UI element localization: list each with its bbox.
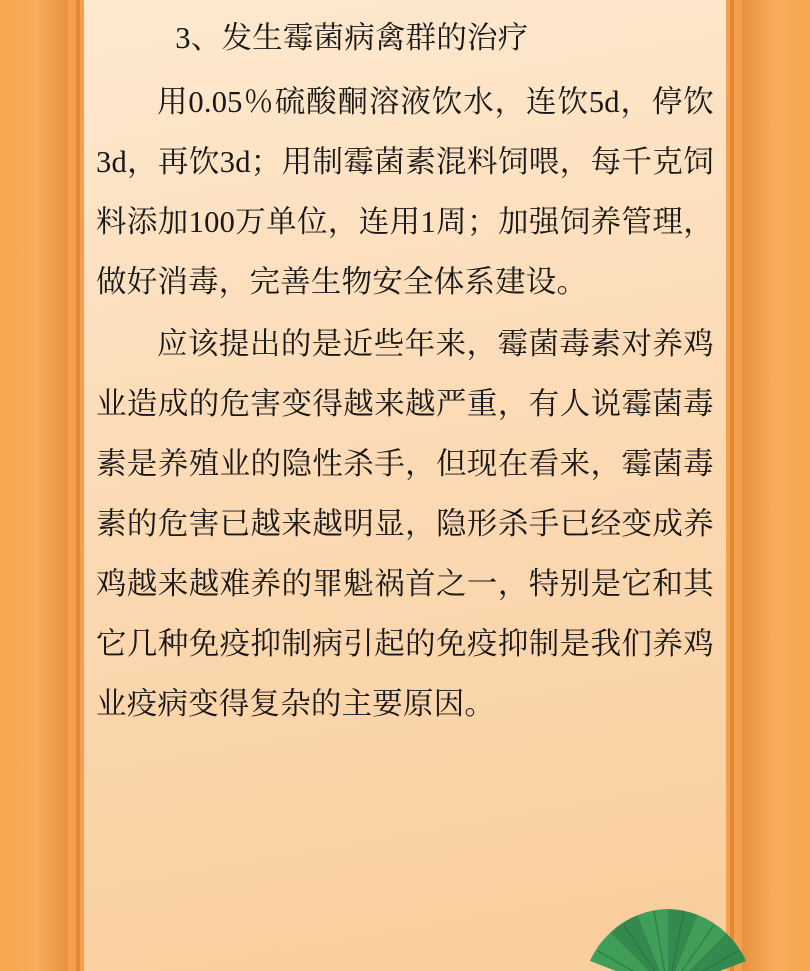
paragraph-mycotoxin-note: 应该提出的是近些年来，霉菌毒素对养鸡业造成的危害变得越来越严重，有人说霉菌毒素是养殖业的隐性杀手，但现在看来，霉菌毒素的危害已越来越明显，隐形杀手已经变成养鸡越来越难养的罪魁祸首之一，特别是它和其它几种免疫抑制病引起的免疫抑制是我们养鸡业疫病变得复杂的主要原因。 bbox=[96, 327, 714, 721]
frame-band-right bbox=[742, 0, 810, 971]
frame-band-left bbox=[0, 0, 68, 971]
section-heading: 3、发生霉菌病禽群的治疗 bbox=[175, 21, 529, 55]
frame-rule-left bbox=[76, 0, 80, 971]
paragraph-treatment: 用0.05％硫酸酮溶液饮水，连饮5d，停饮3d，再饮3d；用制霉菌素混料饲喂，每千克饲料添加100万单位，连用1周；加强饲养管理，做好消毒，完善生物安全体系建设。 bbox=[96, 85, 714, 299]
document-body bbox=[96, 8, 714, 736]
frame-rule-right bbox=[730, 0, 734, 971]
green-fan-leaf-ornament-icon bbox=[578, 895, 758, 971]
